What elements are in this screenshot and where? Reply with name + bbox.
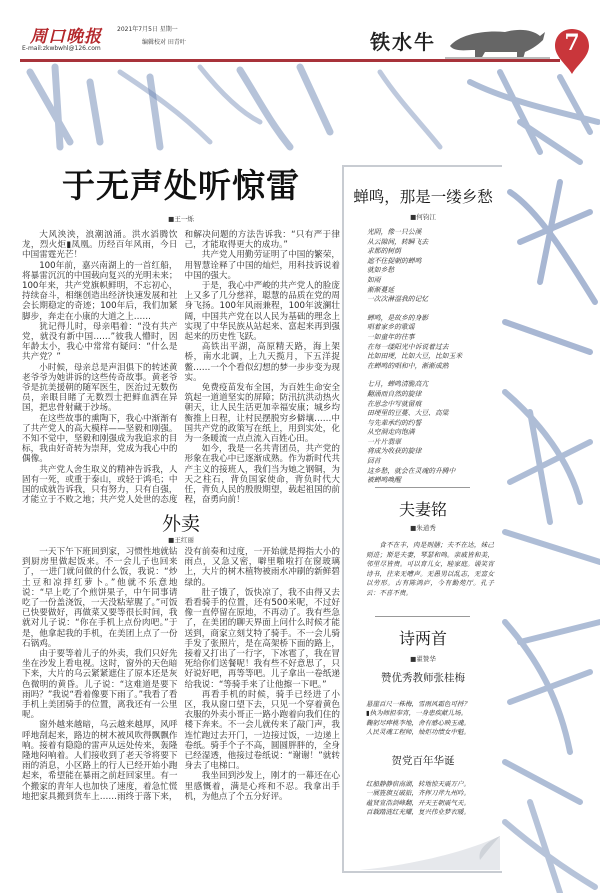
contact-email: E-mail:zkwbwhl@126.com: [22, 45, 101, 52]
paragraph: 高铁出平湖，高原精天路，海上架桥，南水北调，上九天揽月，下五洋捉鳖……一个个看似幻想的梦一步步变为现实。: [184, 342, 340, 383]
poem-line: 田埂里的豆蔓、大豆、高粱: [367, 409, 449, 418]
article-title: 于无声处听惊雷: [62, 166, 300, 205]
issue-date: 2021年7月5日 星期一: [117, 26, 178, 33]
section-title: 铁水牛: [370, 30, 436, 54]
poem-line: 比如田埂，比如大豆，比如玉米: [367, 352, 463, 361]
article-byline: ■王一烁: [168, 215, 194, 223]
article-body: [22, 230, 340, 505]
poem-stanza: [367, 314, 497, 372]
poem-body: [366, 700, 496, 738]
poem-title: 蝉鸣，那是一缕乡愁: [353, 188, 493, 206]
poem-line: 红船静静宿南湖，转地惊天震万户。: [366, 780, 470, 788]
poem-line: 光阴，像一只公溪: [367, 228, 422, 236]
poem-line: 七月，蝉鸣清脆高亢: [367, 380, 429, 389]
poem-line: 百载踏涟红光耀，复兴伟业梦衣暖。: [366, 808, 470, 817]
paragraph: 肚子饿了，饭快凉了，我不由得又去看看骑手的位置，还有500米呢，不过好像一直停留在原地，不再动了。我有些急了，在美团的聊天界面上问什么时候才能送到，商家立刻艾特了骑手。不一会儿骑手发了张照片，是在高架桥下面的路上，接着又打出了一行字，下冰雹了，我在冒死给你们送餐呢！我有些不好意思了，只好说好吧，再等等吧。儿子拿出一卷纸递给我说：“等骑手来了让他擦一下吧。”: [184, 587, 340, 690]
paragraph: 于是，我心中严峻的共产党人的脸庞上又多了几分慈祥，聪慧的品质在党的周身飞扬。100年风雨兼程，100年波澜壮阔，中国共产党在以人民为基础的理念上实现了中华民族从站起来、富起来再到强起来的历史性飞跃。: [184, 281, 340, 343]
paragraph: 在这些故事的熏陶下，我心中渐渐有了共产党人的高大模样——坚毅和刚强。不知不觉中，坚毅和刚强成为我追求的目标，我由好奇转为崇拜，党成为我心中的偶像。: [22, 413, 178, 465]
paragraph: 免费疫苗发布全国，为百姓生命安全筑起一道道坚实的屏障；防汛抗洪动热火朝天，让人民生活更加幸福安康；城乡均衡推上日程，让村民摆脱穷乡僻壤……中国共产党的政策写在纸上，用到实处，化为一条暖流一点点流入百姓心田。: [184, 383, 340, 445]
poem-line: 被蝉鸣唤醒: [367, 476, 401, 485]
paragraph: 我坐回到沙发上，刚才的一幕还在心里感慨着，满是心疼和不忍。我拿出手机，为他点了个五分好评。: [184, 771, 340, 802]
poem-line: 就如乡愁: [367, 266, 395, 275]
poem-line: 回首: [367, 457, 381, 466]
poem-line: 一次次淋湿我的记忆: [367, 295, 429, 304]
poem-line: 一如童年的往事: [367, 332, 415, 341]
poem-line: 在蝉鸣的唱和中，渐渐成熟: [367, 361, 449, 370]
poem-line: 蝉鸣，是故乡的身影: [367, 313, 429, 322]
essay-byline: ■朱道秀: [410, 524, 436, 532]
poem-line: 遮不住提朝的蝉鸣: [367, 256, 422, 265]
poem-stanza: [367, 380, 497, 486]
poem-line: 一片片翡翠: [367, 437, 401, 446]
poem-line: 如雨: [367, 275, 381, 284]
paragraph: 小时候，母亲总是声泪俱下的转述黄老爷爷为她讲诉的这些传奇故事。黄老爷爷是抗美援朝的随军医生，医治过无数伤员，亲眼目睹了无数烈士把鲜血洒在异国，把忠骨射藏于沙场。: [22, 362, 178, 414]
paragraph: 共产党人舍生取义的精神告诉我，人固有一死，或重于泰山，或轻于鸿毛；中国的成就告诉我，只有努力，只有自强，才能立于不败之地；共产党人处世的态度和解决问题的方法告诉我：“只有严于律己，才能取得更大的成功。”: [22, 230, 340, 506]
poem-line: ▮执为师担奉宵，一身患疾献儿场。: [366, 709, 468, 718]
article-byline: ■王红丽: [168, 536, 194, 544]
essay-body: 食不在丰，肉是则膳；夫不在达，妹己则进；斯是夫妻，琴瑟和鸣。亲戚皆和美，邻里尽皆贵。可以育儿女，睦家庭。诵笑宵诗书，往来无嘈声。无愚男以乱志，无富女以劳形。古有陈鸿庐，今有勤苑厅。孔子云：不喜不贵。: [366, 541, 494, 597]
poem-body: [366, 780, 496, 818]
paragraph: 大风泱泱，浪潮汹涌。洪水滔腾饮龙，烈火炬▮凤凰。历经百年风雨，今日中国雷霆光芒！: [22, 230, 178, 261]
paragraph: 100年前，嘉兴南湖上的一首红船，将暴雷沉沉的中国载向复兴的光明未来；100年来，共产党旗帜鲜明，不忘初心，持续奋斗，相继创造出经济快速发展和社会长期稳定的奇迹；100年后，我们加紧脚步，奔走在小康的大道之上……: [22, 260, 178, 322]
poem-byline: ■何钧江: [410, 213, 436, 221]
poem-subtitle: 赞优秀教师张桂梅: [381, 672, 465, 684]
paragraph: 窗外越来越暗，乌云越来越厚，风呼呼地刮起来，路边的树木被风吹得飘飘作响。接着有隐隐的雷声从远处传来，轰隆隆地闷响着。人们接收到了老天爷将要下雨的消息，小区路上的行人已经开始小跑起来，希望能在暴雨之前赶回家里。有一个搬家的青年人也加快了速度，着急忙慌地把家具搬到货车上……雨终于落下来，没有前奏和过度，一开始就是拇指大小的雨点，又急又密，噼里啪啦打在窗玻璃上，大片的树木植物被雨水冲刷的新鲜碧绿的。: [22, 547, 340, 802]
poem-line: 蕴贤宣浩剑峰翻，开天王朝震气天。: [366, 798, 470, 807]
paragraph: 再看手机的时候，骑手已经进了小区，我从窗口望下去，只见一个穿着黄色衣服的外卖小哥正一路小跑着向我们住的楼下奔来。不一会儿就传来了敲门声，我连忙跑过去开门，一边接过饭，一边递上卷纸。骑手个子不高，圆圆胖胖的，全身已经湿透，他接过卷纸说：“谢谢！”就转身去了电梯口。: [184, 689, 340, 772]
poems-byline: ■翟赞华: [410, 655, 436, 663]
section-divider: [375, 616, 470, 617]
article-body: [22, 547, 340, 802]
essay-title: 夫妻铭: [398, 500, 447, 519]
poem-line: 从空洞走向饱满: [367, 428, 415, 437]
poem-line: 鞠躬尽瘁桃李地，舍有感心映玉魂。: [366, 718, 470, 727]
poem-line: 唱着家乡的歌谣: [367, 323, 415, 332]
newspaper-logo: 周口晚报: [30, 27, 102, 47]
poems-title: 诗两首: [398, 629, 447, 648]
poem-subtitle: 贺党百年华诞: [391, 755, 455, 767]
article-title: 外卖: [161, 513, 200, 535]
paragraph: 一天下午下班回到家，习惯性地就钻到厨房里做起饭来。不一会儿子也回来了，一进门就问做的什么饭，我说：“炒土豆和凉拌红萝卜。”他就不乐意地说：“早上吃了个煎饼果子，中午同事请吃了一份盖浇饭，一天没粘荤腥了。”可饭已快要做好，再做菜又要等很长时间，我就对儿子说：“你在手机上点份肉吧。”于是，他拿起我的手机，在美团上点了一份石锅鸡。: [22, 547, 178, 649]
poem-line: 从云隙间，转瞬飞去: [367, 237, 429, 246]
poem-line: 在每一缕阳光中诉说着过去: [367, 342, 449, 351]
paragraph: 如今，我是一名共青团员，共产党的形象在我心中已逐渐成熟。作为新时代共产主义的接班人，我们当为她之钢铜，为天之柱石，背负国家使命，背负时代大任，背负人民的殷殷期望，载起祖国的前程，奋勇向前！: [184, 444, 340, 506]
poem-stanza: [367, 228, 497, 305]
page-curl-decoration: [360, 830, 500, 872]
poem-line: 与先辈承约的约誓: [367, 418, 422, 427]
editor-credit: 编辑校对 田青叶: [142, 39, 186, 46]
paragraph: 共产党人用勤劳证明了中国的繁荣，用智慧诠释了中国的灿烂，用科技诉说着中国的强大。: [184, 250, 340, 281]
poem-body: [367, 228, 497, 495]
paragraph: 犹记得儿时，母亲唱着：“没有共产党，就没有新中国……”彼我人懵时，因年龄太小，我心中常常有疑问：“什么是共产党？”: [22, 321, 178, 363]
poem-line: 将成为收获的旋律: [367, 447, 422, 456]
poem-line: 在思念中写就留痕: [367, 399, 422, 408]
header-divider: [20, 59, 560, 62]
poem-line: 这乡愁，就会在灵魂的升腾中: [367, 466, 456, 475]
poem-line: 求都的树荫: [367, 247, 401, 256]
poem-line: 翻涌而自然的旋律: [367, 389, 422, 398]
poem-line: 人民灵魂工程师，烛炬功绩女中魁。: [366, 728, 470, 737]
paragraph: 由于要等着儿子的外卖，我们只好先坐在沙发上看电视。这时，窗外的天色暗下来，大片的乌云紧紧遮住了原本还是灰色微明的黄昏。儿子说：“这难道是要下雨吗？”我说“看着像要下雨了。”我看了看手机上美团骑手的位置，离我还有一公里呢。: [22, 649, 178, 721]
poem-line: 一展旌旗互破旅，齐挥刀斧九州吟。: [366, 789, 470, 798]
bull-sculpture-icon: [445, 24, 550, 60]
poem-line: 悬崖百尺一株梅，雪雨风霜色可捋？: [366, 700, 470, 708]
poem-line: 渐渐蔓延: [367, 285, 395, 294]
page-number: 7: [564, 30, 580, 56]
section-divider: [375, 487, 470, 488]
